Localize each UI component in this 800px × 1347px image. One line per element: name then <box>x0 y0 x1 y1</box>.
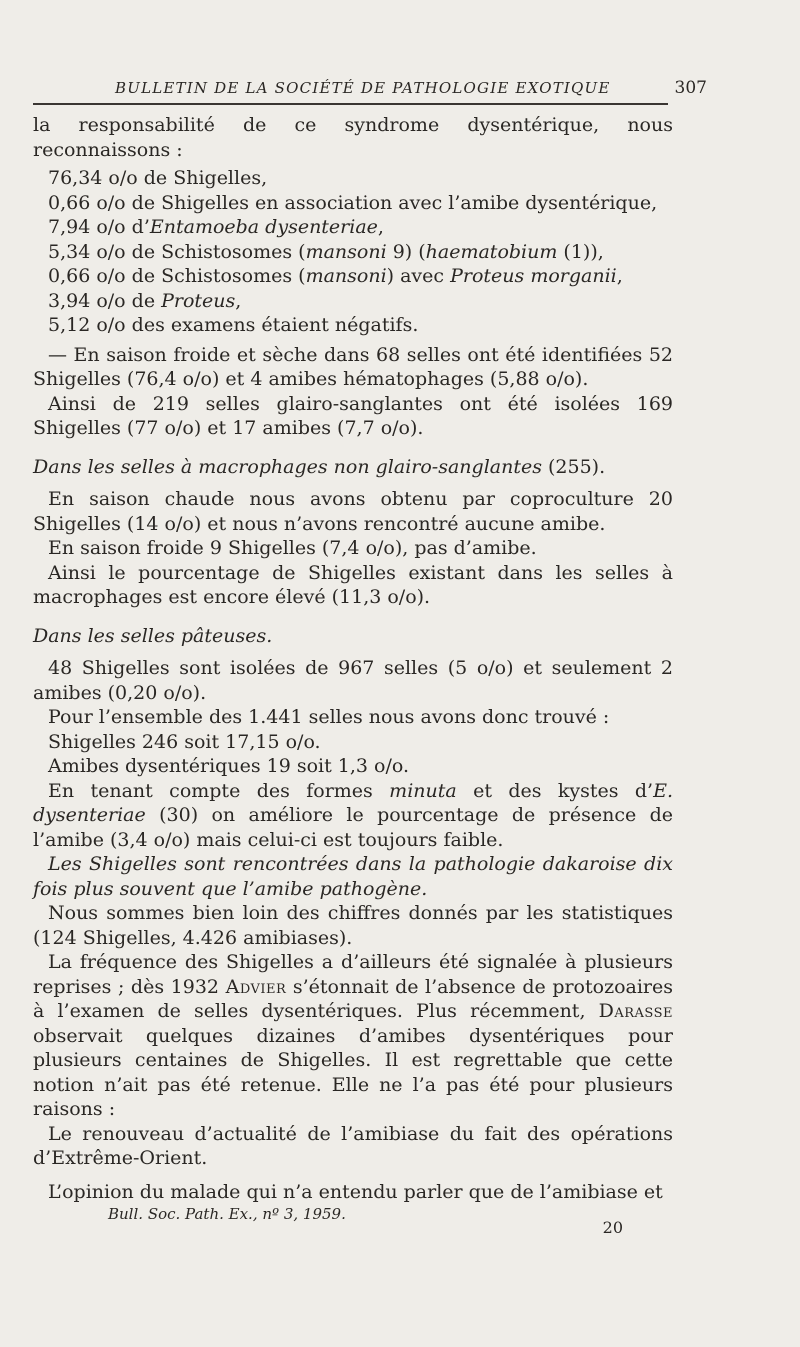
paragraph: Nous sommes bien loin des chiffres donnés par les statistiques (124 Shigelles, 4.426 amibiases). <box>33 902 673 949</box>
paragraph: Ainsi de 219 selles glairo-sanglantes ont été isolées 169 Shigelles (77 o/o) et 17 amibes (7,7 o/o). <box>33 392 673 439</box>
body-text <box>33 113 673 1204</box>
percentage-list <box>33 166 673 338</box>
list-item: 5,12 o/o des examens étaient négatifs. <box>48 314 419 336</box>
emphasized-statement: Les Shigelles sont rencontrées dans la pathologie dakaroise dix fois plus souvent que l’amibe pathogène. <box>33 853 673 900</box>
section-heading: Dans les selles à macrophages non glairo-sanglantes (255). <box>33 455 606 478</box>
section-heading: Dans les selles pâteuses. <box>33 624 273 647</box>
page-footer <box>33 1204 673 1237</box>
page-number: 307 <box>674 78 707 98</box>
running-title: BULLETIN DE LA SOCIÉTÉ DE PATHOLOGIE EXOTIQUE <box>115 79 611 97</box>
paragraph: En tenant compte des formes minuta et des kystes d’E. dysenteriae (30) on améliore le pourcentage de présence de l’amibe (3,4 o/o) mais celui-ci est toujours faible. <box>33 779 673 851</box>
paragraph: la responsabilité de ce syndrome dysentérique, nous reconnaissons : <box>33 114 673 161</box>
signature-number: 20 <box>602 1218 623 1237</box>
author-name: Advier <box>225 975 287 998</box>
paragraph: En saison froide 9 Shigelles (7,4 o/o), pas d’amibe. <box>48 537 537 559</box>
journal-reference: Bull. Soc. Path. Ex., nº 3, 1959. <box>108 1205 346 1223</box>
paragraph: L’opinion du malade qui n’a entendu parler que de l’amibiase et <box>48 1180 663 1203</box>
list-item: 7,94 o/o d’Entamoeba dysenteriae, <box>48 216 384 238</box>
list-item: 5,34 o/o de Schistosomes (mansoni 9) (haematobium (1)), <box>48 240 604 263</box>
list-item: 0,66 o/o de Schistosomes (mansoni) avec Proteus morganii, <box>48 265 623 287</box>
paragraph: — En saison froide et sèche dans 68 selles ont été identifiées 52 Shigelles (76,4 o/o) et 4 amibes hématophages (5,88 o/o). <box>33 343 673 390</box>
paragraph: Ainsi le pourcentage de Shigelles existant dans les selles à macrophages est encore élevé (11,3 o/o). <box>33 561 673 608</box>
list-item: 76,34 o/o de Shigelles, <box>48 167 268 189</box>
paragraph: 48 Shigelles sont isolées de 967 selles (5 o/o) et seulement 2 amibes (0,20 o/o). <box>33 657 673 704</box>
paragraph: Pour l’ensemble des 1.441 selles nous avons donc trouvé : <box>48 706 610 728</box>
list-item: 3,94 o/o de Proteus, <box>48 289 242 312</box>
header-rule <box>33 103 668 105</box>
paragraph: Amibes dysentériques 19 soit 1,3 o/o. <box>48 755 410 777</box>
paragraph: Shigelles 246 soit 17,15 o/o. <box>48 730 321 753</box>
paragraph: La fréquence des Shigelles a d’ailleurs été signalée à plusieurs reprises ; dès 1932 Advier s’étonnait de l’absence de protozoaires à l’examen de selles dysentériques. Plus récemment, Darasse observait quelques dizaines d’amibes dysentériques pour plusieurs centaines de Shigelles. Il est regrettable que cette notion n’ait pas été retenue. Elle ne l’a pas été pour plusieurs raisons : <box>33 951 674 1120</box>
list-item: 0,66 o/o de Shigelles en association avec l’amibe dysentérique, <box>48 191 658 214</box>
paragraph: Le renouveau d’actualité de l’amibiase du fait des opérations d’Extrême-Orient. <box>33 1122 673 1169</box>
author-name: Darasse <box>598 1000 673 1022</box>
running-head <box>33 78 707 98</box>
paragraph: En saison chaude nous avons obtenu par coproculture 20 Shigelles (14 o/o) et nous n’avons rencontré aucune amibe. <box>33 488 673 535</box>
